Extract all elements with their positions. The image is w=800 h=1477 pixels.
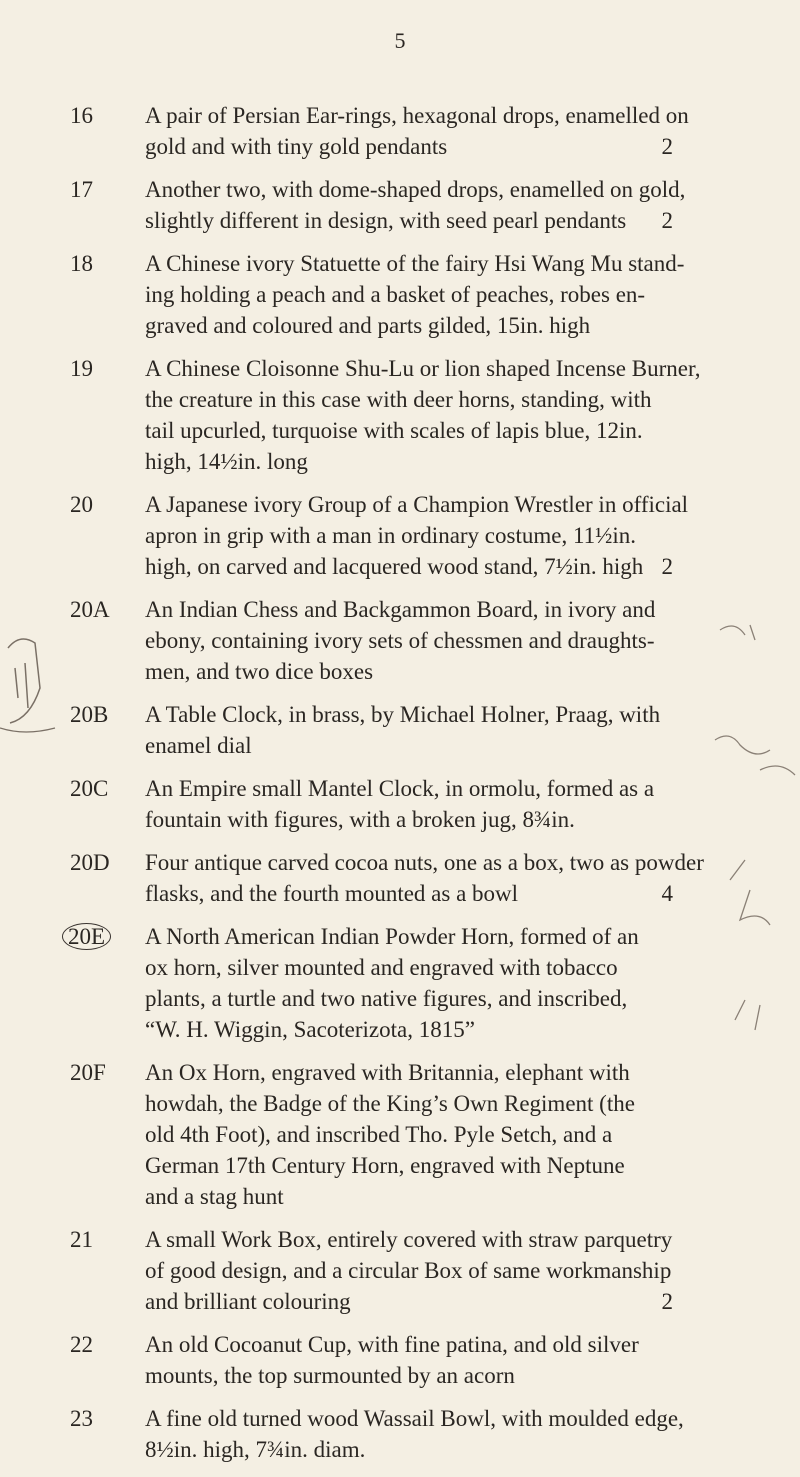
entry-text-line: A small Work Box, entirely covered with straw parquetry bbox=[145, 1227, 673, 1252]
entry-text-line: apron in grip with a man in ordinary costume, 11½in. bbox=[145, 523, 636, 548]
page-number: 5 bbox=[394, 28, 406, 53]
lot-number: 20E bbox=[70, 921, 130, 952]
catalogue-entry bbox=[0, 847, 704, 909]
entry-text-line: flasks, and the fourth mounted as a bowl bbox=[145, 881, 519, 906]
lot-number: 20B bbox=[70, 702, 109, 727]
entry-text-line: A Chinese ivory Statuette of the fairy Hsi Wang Mu stand- bbox=[145, 251, 685, 276]
entry-text-line: the creature in this case with deer horns, standing, with bbox=[145, 387, 652, 412]
entry-text-line: high, 14½in. long bbox=[145, 449, 308, 474]
entry-text-line: An old Cocoanut Cup, with fine patina, and old silver bbox=[145, 1332, 639, 1357]
entry-text-line: old 4th Foot), and inscribed Tho. Pyle Setch, and a bbox=[145, 1122, 613, 1147]
entry-text-line: enamel dial bbox=[145, 733, 252, 758]
catalogue-entry bbox=[0, 921, 673, 1045]
entry-text-line: A North American Indian Powder Horn, formed of an bbox=[145, 924, 639, 949]
catalogue-entry bbox=[0, 100, 689, 162]
entry-text-line: gold and with tiny gold pendants bbox=[145, 134, 448, 159]
entry-text-line: A pair of Persian Ear-rings, hexagonal drops, enamelled on bbox=[145, 103, 689, 128]
entry-text-line: mounts, the top surmounted by an acorn bbox=[145, 1363, 515, 1388]
entry-text-line: ebony, containing ivory sets of chessmen and draughts- bbox=[145, 628, 655, 653]
entry-text-line: An Ox Horn, engraved with Britannia, elephant with bbox=[145, 1060, 630, 1085]
entry-text-line: A Japanese ivory Group of a Champion Wrestler in official bbox=[145, 492, 689, 517]
lot-number: 17 bbox=[70, 177, 93, 202]
lot-quantity: 2 bbox=[661, 134, 673, 159]
entry-text-line: German 17th Century Horn, engraved with Neptune bbox=[145, 1153, 625, 1178]
catalogue-entry bbox=[0, 248, 685, 341]
entry-text-line: ox horn, silver mounted and engraved with tobacco bbox=[145, 955, 618, 980]
lot-quantity: 4 bbox=[661, 881, 673, 906]
catalogue-entry bbox=[0, 1057, 673, 1212]
lot-number: 20A bbox=[70, 597, 110, 622]
entry-text-line: slightly different in design, with seed pearl pendants bbox=[145, 208, 627, 233]
catalogue-entries bbox=[0, 100, 800, 1477]
lot-quantity: 2 bbox=[661, 208, 673, 233]
entry-text-line: ing holding a peach and a basket of peaches, robes en- bbox=[145, 282, 646, 307]
entry-text-line: high, on carved and lacquered wood stand, 7½in. high bbox=[145, 554, 644, 579]
catalogue-entry bbox=[0, 1403, 684, 1465]
entry-text-line: Another two, with dome-shaped drops, enamelled on gold, bbox=[145, 177, 686, 202]
entry-text-line: “W. H. Wiggin, Sacoterizota, 1815” bbox=[145, 1017, 475, 1042]
entry-text-line: and a stag hunt bbox=[145, 1184, 284, 1209]
entry-text-line: A fine old turned wood Wassail Bowl, with moulded edge, bbox=[145, 1406, 684, 1431]
entry-text-line: graved and coloured and parts gilded, 15in. high bbox=[145, 313, 591, 338]
lot-number: 23 bbox=[70, 1406, 93, 1431]
lot-quantity: 2 bbox=[661, 1289, 673, 1314]
entry-text-line: A Chinese Cloisonne Shu-Lu or lion shaped Incense Burner, bbox=[145, 356, 701, 381]
catalogue-entry bbox=[0, 1329, 673, 1391]
entry-text-line: An Empire small Mantel Clock, in ormolu, formed as a bbox=[145, 776, 655, 801]
lot-number: 20D bbox=[70, 850, 110, 875]
entry-text-line: fountain with figures, with a broken jug, 8¾in. bbox=[145, 807, 575, 832]
entry-text-line: A Table Clock, in brass, by Michael Holner, Praag, with bbox=[145, 702, 661, 727]
catalogue-entry bbox=[0, 489, 689, 582]
entry-text-line: men, and two dice boxes bbox=[145, 659, 374, 684]
lot-number: 22 bbox=[70, 1332, 93, 1357]
lot-number: 19 bbox=[70, 356, 93, 381]
entry-text-line: and brilliant colouring bbox=[145, 1289, 351, 1314]
lot-number: 21 bbox=[70, 1227, 93, 1252]
lot-number: 20F bbox=[70, 1060, 106, 1085]
entry-text-line: of good design, and a circular Box of same workmanship bbox=[145, 1258, 672, 1283]
catalogue-entry bbox=[0, 174, 686, 236]
entry-text-line: tail upcurled, turquoise with scales of lapis blue, 12in. bbox=[145, 418, 643, 443]
entry-text-line: howdah, the Badge of the King’s Own Regiment (the bbox=[145, 1091, 635, 1116]
entry-text-line: Four antique carved cocoa nuts, one as a box, two as powder bbox=[145, 850, 704, 875]
entry-text-line: 8½in. high, 7¾in. diam. bbox=[145, 1437, 366, 1462]
lot-number: 20 bbox=[70, 492, 93, 517]
entry-text-line: plants, a turtle and two native figures, and inscribed, bbox=[145, 986, 628, 1011]
lot-number: 18 bbox=[70, 251, 93, 276]
lot-quantity: 2 bbox=[661, 554, 673, 579]
catalogue-entry bbox=[0, 1224, 673, 1317]
lot-number: 16 bbox=[70, 103, 93, 128]
catalogue-entry bbox=[0, 773, 673, 835]
catalogue-entry bbox=[0, 594, 673, 687]
catalogue-entry bbox=[0, 699, 673, 761]
entry-text-line: An Indian Chess and Backgammon Board, in ivory and bbox=[145, 597, 656, 622]
lot-number: 20C bbox=[70, 776, 109, 801]
catalogue-entry bbox=[0, 353, 701, 477]
